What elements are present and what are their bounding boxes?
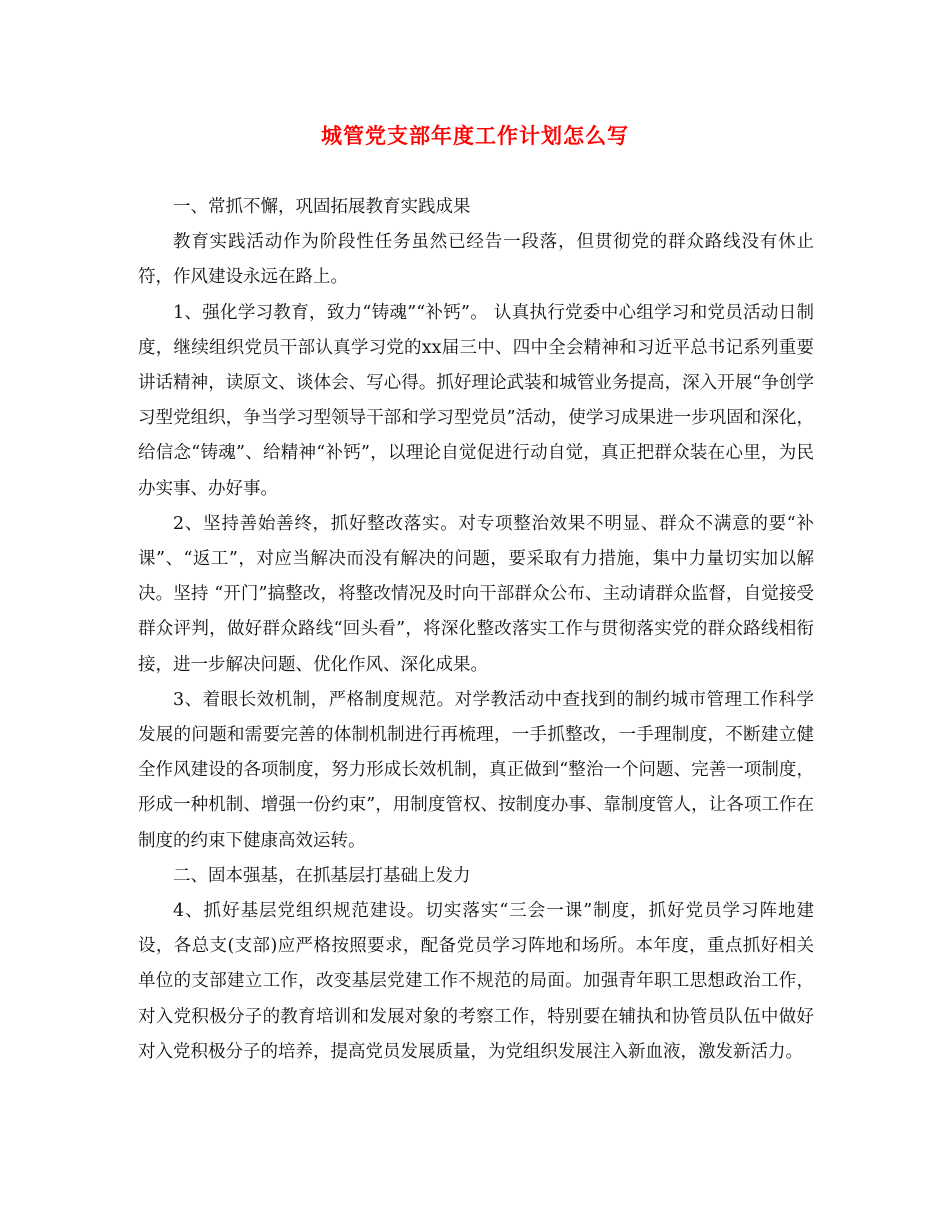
paragraph-intro: 教育实践活动作为阶段性任务虽然已经告一段落，但贯彻党的群众路线没有休止符，作风建设永远在路上。 [138,232,814,288]
section-heading-1: 一、常抓不懈，巩固拓展教育实践成果 [173,197,471,217]
paragraph-item-1: 1、强化学习教育，致力“铸魂”“补钙”。 认真执行党委中心组学习和党员活动日制度，继续组织党员干部认真学习党的xx届三中、四中全会精神和习近平总书记系列重要讲话精神，读原文、谈体会、写心得。抓好理论武装和城管业务提高，深入开展“争创学习型党组织，争当学习型领导干部和学习型党员”活动，使学习成果进一步巩固和深化，给信念“铸魂”、给精神“补钙”，以理论自觉促进行动自觉，真正把群众装在心里，为民办实事、办好事。 [138,302,814,499]
section-heading-2: 二、固本强基，在抓基层打基础上发力 [173,865,471,886]
paragraph-item-2: 2、坚持善始善终，抓好整改落实。对专项整治效果不明显、群众不满意的要“补课”、“返工”，对应当解决而没有解决的问题，要采取有力措施，集中力量切实加以解决。坚持 “开门”搞整改，将整改情况及时向干部群众公布、主动请群众监督，自觉接受群众评判，做好群众路线“回头看”，将深化整改落实工作与贯彻落实党的群众路线相衔接，进一步解决问题、优化作风、深化成果。 [138,513,814,675]
document-body [138,190,814,1070]
paragraph-item-4: 4、抓好基层党组织规范建设。切实落实“三会一课”制度，抓好党员学习阵地建设，各总支(支部)应严格按照要求，配备党员学习阵地和场所。本年度，重点抓好相关单位的支部建立工作，改变基层党建工作不规范的局面。加强青年职工思想政治工作，对入党积极分子的教育培训和发展对象的考察工作，特别要在辅执和协管员队伍中做好对入党积极分子的培养，提高党员发展质量，为党组织发展注入新血液，激发新活力。 [138,901,814,1062]
document-title: 城管党支部年度工作计划怎么写 [321,123,629,148]
paragraph-item-3: 3、着眼长效机制，严格制度规范。对学教活动中查找到的制约城市管理工作科学发展的问题和需要完善的体制机制进行再梳理，一手抓整改，一手理制度，不断建立健全作风建设的各项制度，努力形成长效机制，真正做到“整治一个问题、完善一项制度，形成一种机制、增强一份约束”，用制度管权、按制度办事、靠制度管人，让各项工作在制度的约束下健康高效运转。 [138,689,814,851]
